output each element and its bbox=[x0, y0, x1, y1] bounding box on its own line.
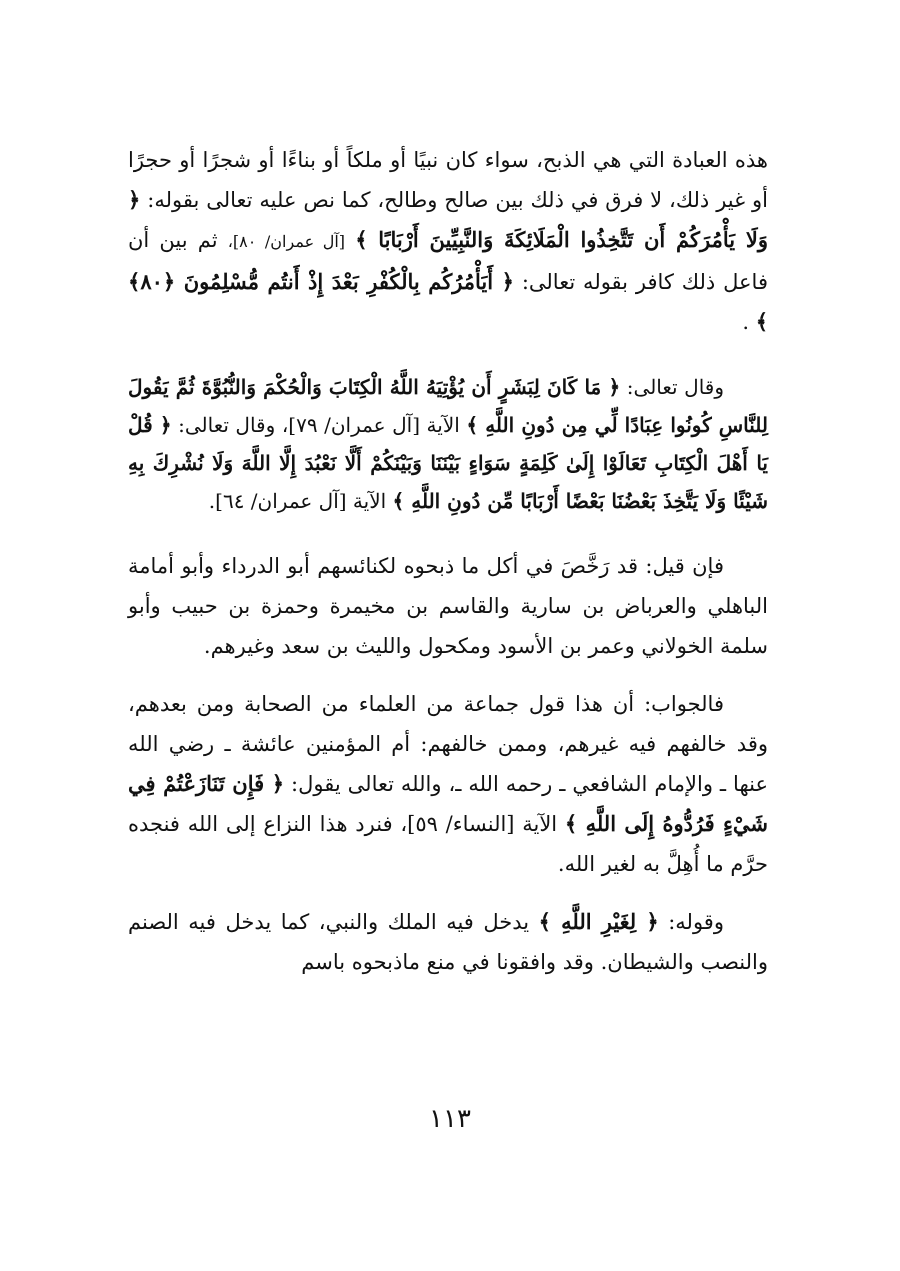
paragraph-5 bbox=[128, 902, 768, 982]
paragraph-4-text-1: فالجواب: أن هذا قول جماعة من العلماء من الصحابة ومن بعدهم، وقد خالفهم فيه غيرهم، وممن خالفهم: أم المؤمنين عائشة ـ رضي الله عنها ـ والإمام الشافعي ـ رحمه الله ـ، والله تعالى يقول: bbox=[128, 692, 768, 796]
paragraph-5-text-2: يدخل فيه الملك والنبي، كما يدخل فيه الصنم والنصب والشيطان. وقد وافقونا في منع ماذبحوه باسم bbox=[128, 910, 768, 974]
verse-reference-4: الآية [النساء/ ٥٩]، bbox=[400, 812, 558, 836]
page-number: ١١٣ bbox=[429, 1104, 471, 1134]
paragraph-2-text-2: وقال تعالى: bbox=[178, 413, 276, 437]
paragraph-3 bbox=[128, 546, 768, 666]
paragraph-4 bbox=[128, 684, 768, 884]
page-body bbox=[128, 140, 768, 982]
quran-verse-6: ﴿ لِغَيْرِ اللَّهِ ﴾ bbox=[538, 909, 659, 934]
paragraph-1-end: . bbox=[742, 310, 749, 334]
quran-verse-2: ﴿ أَيَأْمُرُكُم بِالْكُفْرِ بَعْدَ إِذْ أَنتُم مُّسْلِمُونَ ﴿٨٠﴾ ﴾ bbox=[128, 269, 768, 334]
paragraph-3-text: فإن قيل: قد رَخَّصَ في أكل ما ذبحوه لكنائسهم أبو الدرداء وأبو أمامة الباهلي والعرباض بن سارية والقاسم بن مخيمرة وحمزة بن حبيب وأبو سلمة الخولاني وعمر بن الأسود ومكحول والليث بن سعد وغيرهم. bbox=[128, 554, 768, 658]
quran-verse-5: ﴿ فَإِن تَنَازَعْتُمْ فِي شَيْءٍ فَرُدُّوهُ إِلَى اللَّهِ ﴾ bbox=[128, 771, 768, 836]
paragraph-4-text-2: فنرد هذا النزاع إلى الله فنجده حرَّم ما أُهِلَّ به لغير الله. bbox=[128, 812, 768, 876]
paragraph-5-text-1: وقوله: bbox=[668, 910, 724, 934]
paragraph-1-text-1: هذه العبادة التي هي الذبح، سواء كان نبيًا أو ملكاً أو بناءًا أو شجرًا أو حجرًا أو غير ذلك، لا فرق في ذلك بين صالح وطالح، كما نص عليه تعالى بقوله: bbox=[128, 148, 769, 212]
verse-reference-2: الآية [آل عمران/ ٧٩]، bbox=[281, 413, 460, 437]
quran-verse-1: ﴿ وَلَا يَأْمُرَكُمْ أَن تَتَّخِذُوا الْمَلَائِكَةَ وَالنَّبِيِّينَ أَرْبَابًا ﴾ bbox=[128, 187, 768, 252]
paragraph-gap bbox=[128, 520, 768, 546]
paragraph-gap bbox=[128, 884, 768, 902]
quran-verse-4: ﴿ قُلْ يَا أَهْلَ الْكِتَابِ تَعَالَوْا إِلَىٰ كَلِمَةٍ سَوَاءٍ بَيْنَنَا وَبَيْنَكُمْ أَلَّا نَعْبُدَ إِلَّا اللَّهَ وَلَا نُشْرِكَ بِهِ شَيْئًا وَلَا يَتَّخِذَ بَعْضُنَا بَعْضًا أَرْبَابًا مِّن دُونِ اللَّهِ ﴾ bbox=[128, 413, 768, 513]
verse-reference-1: [آل عمران/ ٨٠]، bbox=[227, 232, 346, 251]
verse-reference-3: الآية [آل عمران/ ٦٤]. bbox=[208, 489, 387, 513]
paragraph-1-text-2: ثم بين أن فاعل ذلك كافر بقوله تعالى: bbox=[128, 228, 768, 294]
paragraph-1 bbox=[128, 140, 768, 342]
paragraph-gap bbox=[128, 666, 768, 684]
paragraph-2-text-1: وقال تعالى: bbox=[626, 375, 725, 399]
paragraph-gap bbox=[128, 342, 768, 368]
quran-verse-3: ﴿ مَا كَانَ لِبَشَرٍ أَن يُؤْتِيَهُ اللَّهُ الْكِتَابَ وَالْحُكْمَ وَالنُّبُوَّةَ ثُمَّ يَقُولَ لِلنَّاسِ كُونُوا عِبَادًا لِّي مِن دُونِ اللَّهِ ﴾ bbox=[128, 375, 769, 437]
paragraph-2 bbox=[128, 368, 768, 520]
